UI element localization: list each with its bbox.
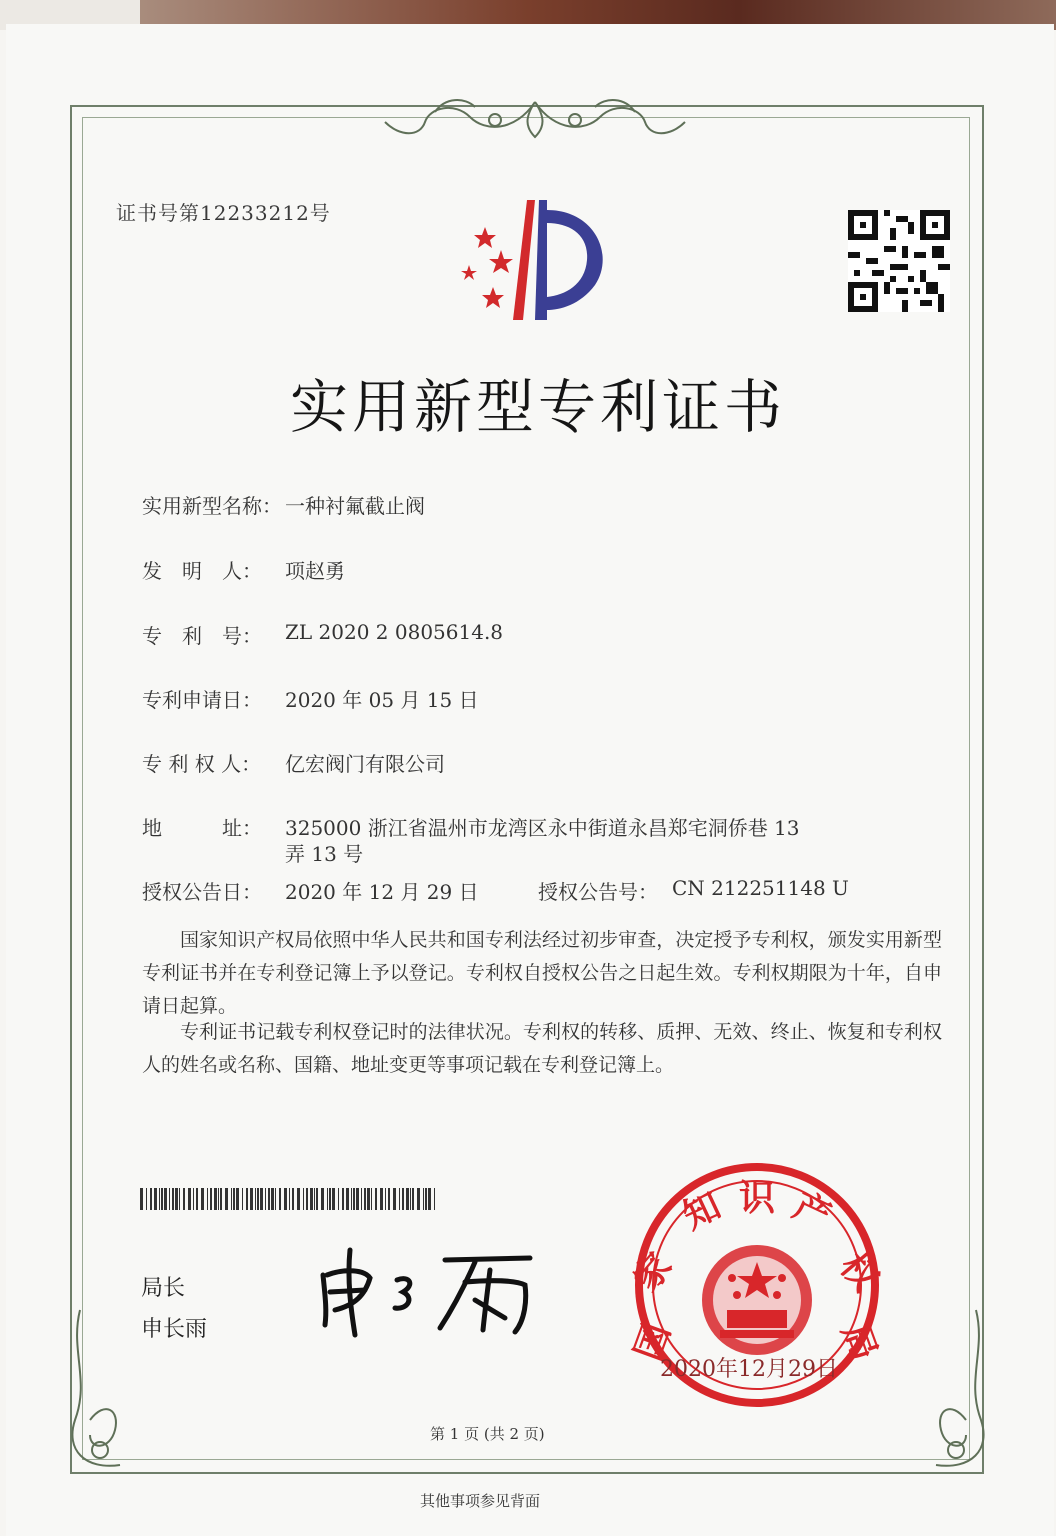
patent-office-logo-icon [455, 195, 625, 325]
inventor-label: 发 明 人： [142, 559, 262, 583]
patent-number-value: ZL 2020 2 0805614.8 [285, 620, 504, 644]
svg-text:识: 识 [738, 1177, 776, 1218]
top-ornament-icon [375, 92, 695, 147]
filing-date-value: 2020 年 05 月 15 日 [285, 688, 479, 712]
seal-date: 2020年12月29日 [660, 1357, 838, 1382]
svg-text:知: 知 [676, 1184, 727, 1237]
svg-text:国: 国 [626, 1317, 678, 1366]
page-indicator: 第 1 页 (共 2 页) [430, 1425, 545, 1443]
patentee-label: 专 利 权 人： [142, 752, 262, 776]
certificate-title: 实用新型专利证书 [290, 373, 787, 441]
svg-text:权: 权 [832, 1244, 887, 1299]
utility-model-name-value: 一种衬氟截止阀 [285, 494, 425, 518]
qr-code-icon [848, 210, 950, 312]
bottom-left-ornament-icon [60, 1300, 150, 1480]
grant-date-value: 2020 年 12 月 29 日 [285, 880, 479, 904]
patentee-value: 亿宏阀门有限公司 [285, 752, 445, 776]
grant-date-label: 授权公告日： [142, 880, 262, 904]
bottom-right-ornament-icon [906, 1300, 996, 1480]
legal-paragraph-1: 国家知识产权局依照中华人民共和国专利法经过初步审查，决定授予专利权，颁发实用新型专利证书并在专利登记簿上予以登记。专利权自授权公告之日起生效。专利权期限为十年，自申请日起算。 [142, 929, 942, 1017]
director-title: 局长 [141, 1276, 186, 1301]
address-label: 地 址： [142, 816, 262, 840]
svg-text:局: 局 [834, 1317, 886, 1366]
director-name: 申长雨 [141, 1317, 208, 1342]
utility-model-name-label: 实用新型名称： [142, 494, 282, 518]
back-side-note: 其他事项参见背面 [420, 1492, 541, 1510]
handwritten-signature-icon [315, 1240, 545, 1340]
grant-number-label: 授权公告号： [538, 880, 658, 904]
address-line-2: 弄 13 号 [285, 842, 364, 866]
svg-text:家: 家 [625, 1244, 680, 1299]
legal-paragraph-2: 专利证书记载专利权登记时的法律状况。专利权的转移、质押、无效、终止、恢复和专利权人的姓名或名称、国籍、地址变更等事项记载在专利登记簿上。 [142, 1021, 942, 1076]
grant-number-value: CN 212251148 U [672, 876, 849, 900]
inventor-value: 项赵勇 [285, 559, 345, 583]
barcode-icon [140, 1188, 440, 1210]
certificate-number: 证书号第12233212号 [116, 201, 331, 225]
filing-date-label: 专利申请日： [142, 688, 262, 712]
patent-number-label: 专 利 号： [142, 624, 262, 648]
address-line-1: 325000 浙江省温州市龙湾区永中街道永昌郑宅洞侨巷 13 [285, 816, 800, 840]
svg-text:产: 产 [787, 1184, 838, 1237]
